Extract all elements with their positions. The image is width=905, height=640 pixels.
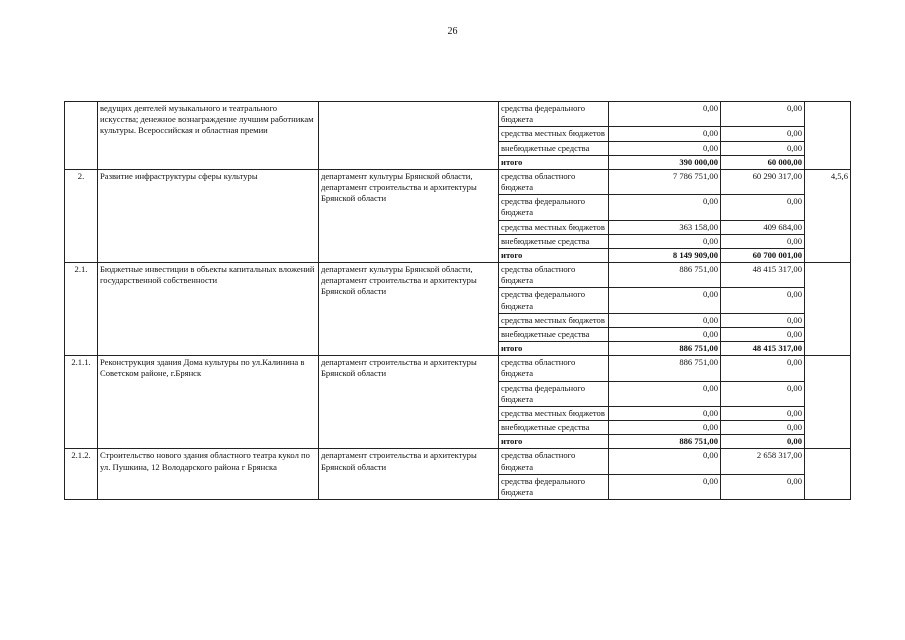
amount-cell-2: 48 415 317,00 <box>721 342 805 356</box>
amount-cell-2: 0,00 <box>721 421 805 435</box>
table-row <box>65 356 851 381</box>
amount-cell-1: 886 751,00 <box>609 435 721 449</box>
amount-cell-1: 0,00 <box>609 288 721 313</box>
amount-cell-1: 0,00 <box>609 327 721 341</box>
amount-cell-2: 0,00 <box>721 313 805 327</box>
amount-cell-2: 0,00 <box>721 141 805 155</box>
amount-cell-2: 0,00 <box>721 327 805 341</box>
row-name-cell: Реконструкция здания Дома культуры по ул.Калинина в Советском районе, г.Брянск <box>98 356 319 449</box>
amount-cell-1: 0,00 <box>609 313 721 327</box>
amount-cell-1: 0,00 <box>609 449 721 474</box>
amount-cell-1: 886 751,00 <box>609 342 721 356</box>
row-target-cell <box>805 102 851 170</box>
amount-cell-2: 409 684,00 <box>721 220 805 234</box>
amount-cell-2: 0,00 <box>721 406 805 420</box>
amount-cell-2: 0,00 <box>721 288 805 313</box>
amount-cell-2: 60 290 317,00 <box>721 169 805 194</box>
table-row <box>65 102 851 127</box>
table-row <box>65 263 851 288</box>
funding-source-cell: средства областного бюджета <box>499 356 609 381</box>
budget-table <box>64 101 851 500</box>
funding-source-cell: внебюджетные средства <box>499 421 609 435</box>
table-row <box>65 169 851 194</box>
funding-source-cell: средства местных бюджетов <box>499 313 609 327</box>
funding-source-cell: средства федерального бюджета <box>499 474 609 499</box>
amount-cell-2: 2 658 317,00 <box>721 449 805 474</box>
amount-cell-2: 60 000,00 <box>721 155 805 169</box>
row-code-cell: 2. <box>65 169 98 262</box>
amount-cell-1: 0,00 <box>609 102 721 127</box>
row-code-cell: 2.1.1. <box>65 356 98 449</box>
row-name-cell: Строительство нового здания областного театра кукол по ул. Пушкина, 12 Володарского района г Брянска <box>98 449 319 500</box>
row-executor-cell: департамент культуры Брянской области, департамент строительства и архитектуры Брянской области <box>319 263 499 356</box>
funding-source-cell: средства федерального бюджета <box>499 102 609 127</box>
amount-cell-1: 886 751,00 <box>609 263 721 288</box>
amount-cell-1: 390 000,00 <box>609 155 721 169</box>
row-target-cell <box>805 449 851 500</box>
row-name-cell: Бюджетные инвестиции в объекты капитальных вложений государственной собственности <box>98 263 319 356</box>
amount-cell-2: 0,00 <box>721 234 805 248</box>
amount-cell-2: 0,00 <box>721 474 805 499</box>
funding-source-cell: средства областного бюджета <box>499 169 609 194</box>
amount-cell-2: 0,00 <box>721 435 805 449</box>
funding-source-cell: итого <box>499 155 609 169</box>
amount-cell-2: 0,00 <box>721 127 805 141</box>
funding-source-cell: итого <box>499 248 609 262</box>
funding-source-cell: внебюджетные средства <box>499 141 609 155</box>
amount-cell-1: 0,00 <box>609 381 721 406</box>
row-executor-cell: департамент культуры Брянской области, департамент строительства и архитектуры Брянской области <box>319 169 499 262</box>
amount-cell-1: 363 158,00 <box>609 220 721 234</box>
row-code-cell: 2.1. <box>65 263 98 356</box>
row-target-cell: 4,5,6 <box>805 169 851 262</box>
row-executor-cell <box>319 102 499 170</box>
row-target-cell <box>805 263 851 356</box>
amount-cell-1: 0,00 <box>609 234 721 248</box>
row-executor-cell: департамент строительства и архитектуры Брянской области <box>319 356 499 449</box>
amount-cell-1: 886 751,00 <box>609 356 721 381</box>
row-target-cell <box>805 356 851 449</box>
budget-table-body <box>65 102 851 500</box>
row-code-cell <box>65 102 98 170</box>
funding-source-cell: итого <box>499 435 609 449</box>
amount-cell-1: 7 786 751,00 <box>609 169 721 194</box>
row-code-cell: 2.1.2. <box>65 449 98 500</box>
amount-cell-2: 0,00 <box>721 195 805 220</box>
funding-source-cell: средства областного бюджета <box>499 449 609 474</box>
amount-cell-1: 0,00 <box>609 127 721 141</box>
amount-cell-1: 0,00 <box>609 195 721 220</box>
funding-source-cell: средства местных бюджетов <box>499 406 609 420</box>
amount-cell-1: 0,00 <box>609 421 721 435</box>
amount-cell-2: 0,00 <box>721 356 805 381</box>
table-row <box>65 449 851 474</box>
amount-cell-1: 0,00 <box>609 474 721 499</box>
funding-source-cell: средства федерального бюджета <box>499 195 609 220</box>
amount-cell-2: 60 700 001,00 <box>721 248 805 262</box>
row-name-cell: ведущих деятелей музыкального и театрального искусства; денежное вознаграждение лучшим работникам культуры. Всероссийская и областная премии <box>98 102 319 170</box>
row-executor-cell: департамент строительства и архитектуры Брянской области <box>319 449 499 500</box>
funding-source-cell: средства местных бюджетов <box>499 220 609 234</box>
funding-source-cell: итого <box>499 342 609 356</box>
funding-source-cell: средства федерального бюджета <box>499 288 609 313</box>
funding-source-cell: средства местных бюджетов <box>499 127 609 141</box>
amount-cell-1: 8 149 909,00 <box>609 248 721 262</box>
funding-source-cell: внебюджетные средства <box>499 327 609 341</box>
amount-cell-2: 0,00 <box>721 102 805 127</box>
funding-source-cell: внебюджетные средства <box>499 234 609 248</box>
funding-source-cell: средства областного бюджета <box>499 263 609 288</box>
amount-cell-2: 48 415 317,00 <box>721 263 805 288</box>
row-name-cell: Развитие инфраструктуры сферы культуры <box>98 169 319 262</box>
amount-cell-1: 0,00 <box>609 406 721 420</box>
page-number: 26 <box>447 26 458 37</box>
funding-source-cell: средства федерального бюджета <box>499 381 609 406</box>
amount-cell-2: 0,00 <box>721 381 805 406</box>
amount-cell-1: 0,00 <box>609 141 721 155</box>
